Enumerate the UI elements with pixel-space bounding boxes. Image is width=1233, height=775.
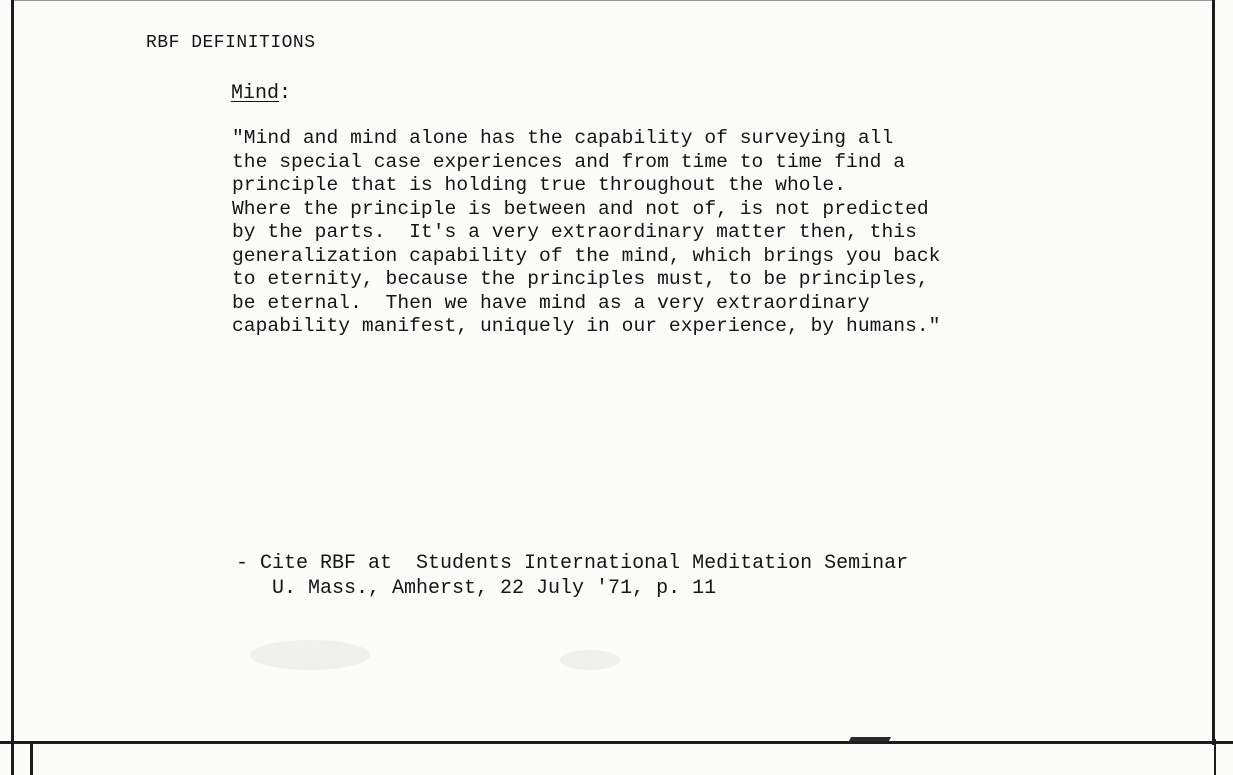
- next-card-right-edge: [1214, 739, 1216, 775]
- pen-mark: [849, 737, 891, 741]
- citation-line: U. Mass., Amherst, 22 July '71, p. 11: [236, 577, 717, 600]
- quote-line: the special case experiences and from time to time find a: [232, 150, 906, 173]
- card-right-border: [1212, 0, 1215, 745]
- source-citation: [236, 551, 908, 601]
- quote-line: to eternity, because the principles must, to be principles,: [232, 268, 929, 290]
- term-colon: :: [279, 82, 292, 105]
- paper-smudge: [250, 640, 370, 670]
- quote-line: by the parts. It's a very extraordinary matter then, this: [232, 221, 917, 243]
- quote-line: be eternal. Then we have mind as a very extraordinary: [232, 291, 870, 314]
- citation-line: - Cite RBF at Students International Meditation Seminar: [236, 552, 909, 575]
- next-card-left-edge: [30, 744, 33, 775]
- card-top-edge: [14, 0, 1212, 1]
- quote-line: capability manifest, uniquely in our experience, by humans.": [232, 315, 941, 337]
- section-header: RBF DEFINITIONS: [146, 33, 316, 53]
- definition-quote: [232, 127, 941, 339]
- card-bottom-border: [0, 741, 1233, 744]
- quote-line: "Mind and mind alone has the capability of surveying all: [232, 127, 894, 149]
- quote-line: Where the principle is between and not of, is not predicted: [232, 197, 929, 220]
- paper-smudge: [560, 650, 620, 670]
- quote-line: principle that is holding true throughout the whole.: [232, 174, 847, 196]
- card-left-border: [11, 0, 14, 775]
- term-label: Mind: [231, 82, 280, 105]
- quote-line: generalization capability of the mind, which brings you back: [232, 244, 941, 267]
- term-heading: [231, 82, 291, 105]
